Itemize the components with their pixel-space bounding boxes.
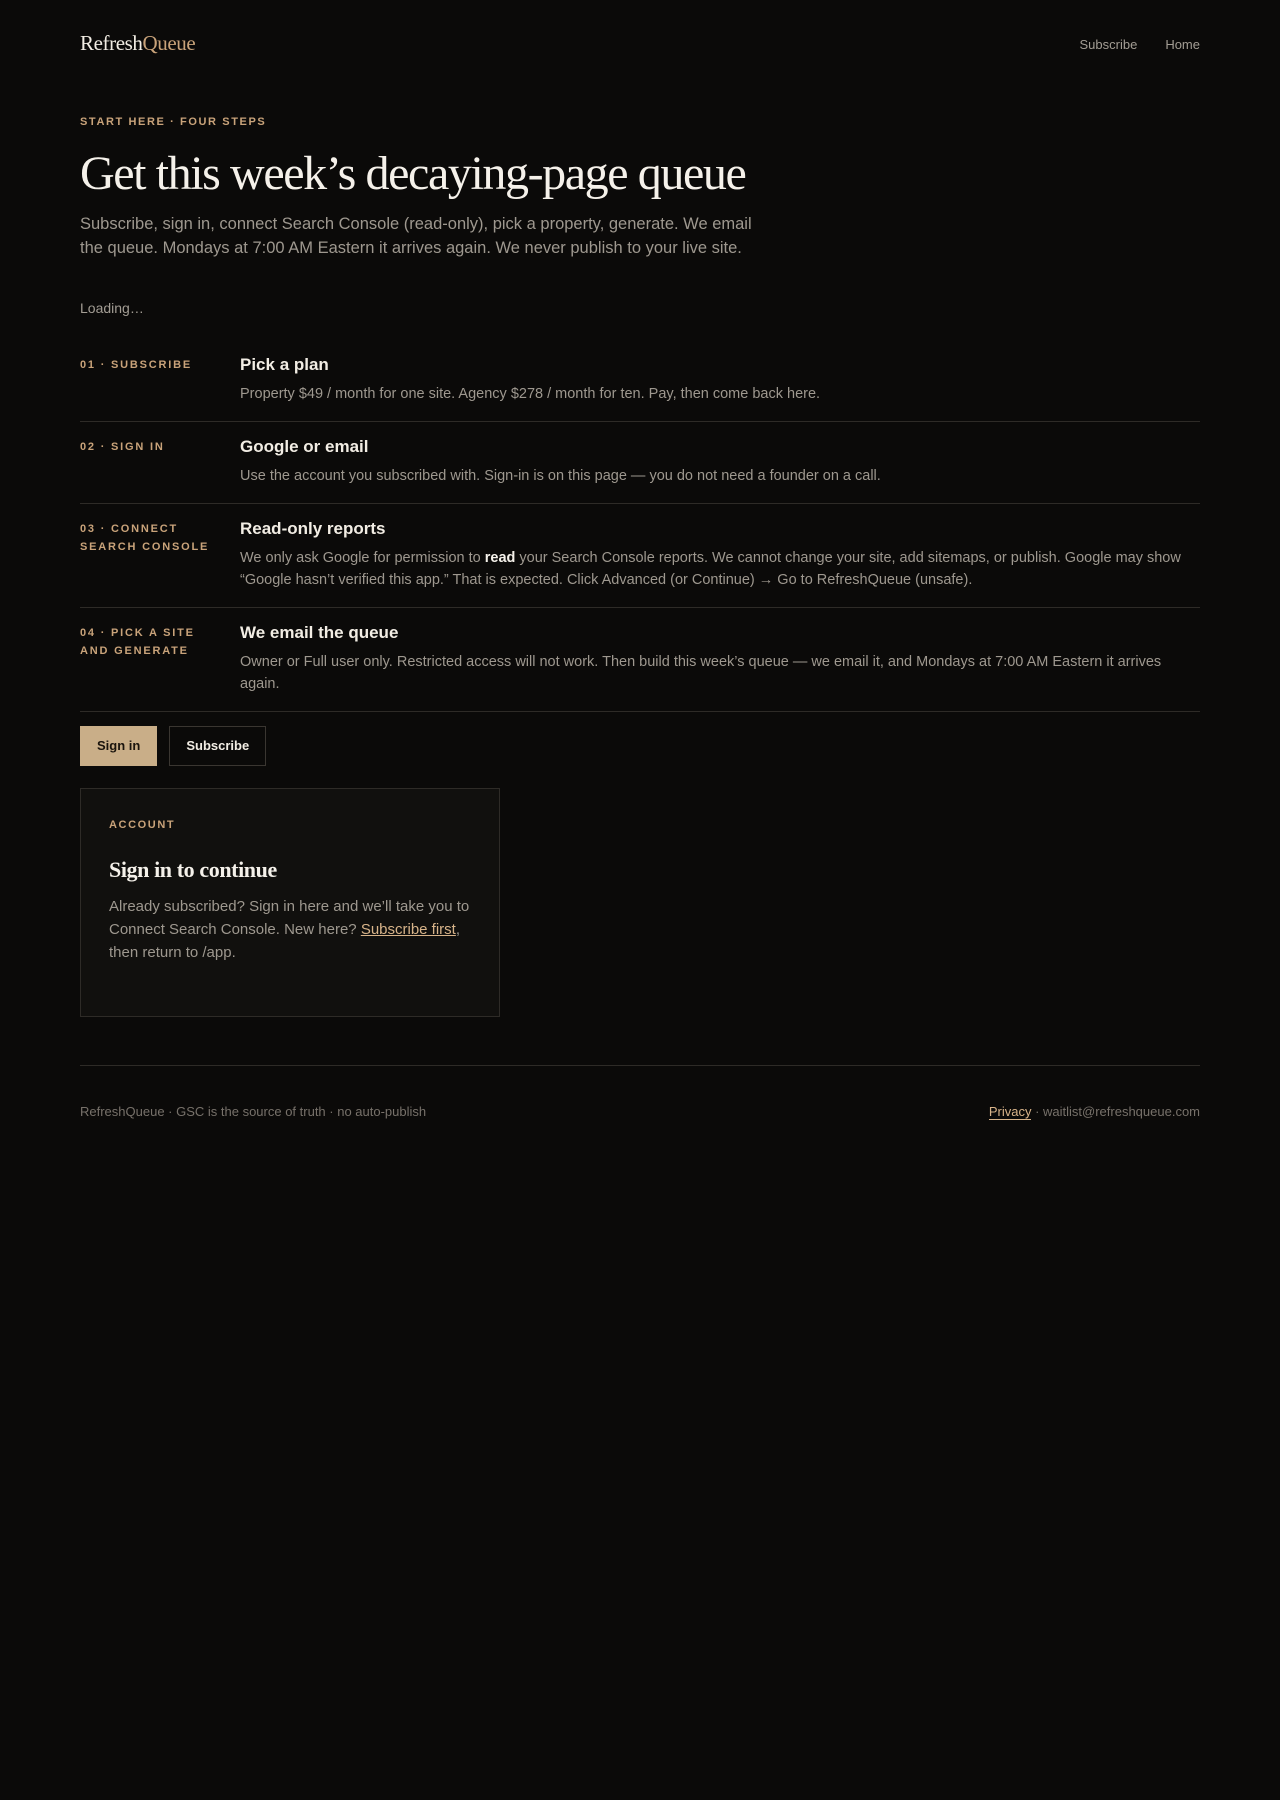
step-label	[80, 356, 220, 374]
account-card	[80, 788, 500, 1017]
footer-divider	[80, 1065, 1200, 1066]
step-description-emphasis: read	[484, 550, 516, 566]
step-pick-site-generate	[80, 608, 1200, 712]
top-nav	[1080, 37, 1201, 52]
step-label-line: 01 · SUBSCRIBE	[80, 359, 192, 371]
step-sign-in	[80, 422, 1200, 504]
account-eyebrow: ACCOUNT	[109, 819, 176, 831]
step-connect-search-console	[80, 504, 1200, 608]
logo-text-queue: Queue	[142, 31, 196, 55]
hero-subtitle: Subscribe, sign in, connect Search Console (read-only), pick a property, generate. We email the queue. Mondays at 7:00 AM Eastern it arrives again. We never publish to your live site.	[80, 215, 752, 257]
footer-links	[989, 1104, 1200, 1119]
account-text-part: , then return to /app.	[109, 921, 461, 961]
nav-link-home[interactable]: Home	[1165, 37, 1200, 52]
step-body	[240, 504, 1200, 607]
step-subscribe	[80, 340, 1200, 422]
account-text-part: Already subscribed? Sign in here and we’ll take you to Connect Search Console. New here?	[109, 898, 470, 938]
step-title: Read-only reports	[240, 519, 386, 538]
logo-text-refresh: Refresh	[80, 31, 143, 55]
step-description: Owner or Full user only. Restricted access will not work. Then build this week’s queue — we email it, and Mondays at 7:00 AM Eastern it arrives again.	[240, 654, 1162, 692]
step-description: Property $49 / month for one site. Agency $278 / month for ten. Pay, then come back here.	[240, 386, 821, 402]
step-description: Use the account you subscribed with. Sign-in is on this page — you do not need a founder on a call.	[240, 468, 881, 484]
step-title: We email the queue	[240, 623, 399, 642]
step-description	[240, 547, 1200, 591]
step-label	[80, 438, 220, 456]
privacy-link[interactable]: Privacy	[988, 1104, 1032, 1119]
account-title: Sign in to continue	[109, 857, 277, 882]
loading-status: Loading…	[80, 300, 144, 316]
logo[interactable]	[80, 30, 195, 56]
step-body	[240, 422, 1200, 503]
step-label-line: AND GENERATE	[80, 645, 189, 657]
step-description-text: We only ask Google for permission to	[240, 550, 485, 566]
step-title: Pick a plan	[240, 355, 329, 374]
subscribe-button[interactable]: Subscribe	[169, 726, 266, 766]
step-description-text: your Search Console reports. We cannot change your site, add sitemaps, or publish. Google may show “Google hasn’t verified this app.” That is expected. Click Advanced (or Continue) → Go to RefreshQueue (unsafe).	[240, 550, 1181, 588]
footer-tagline: RefreshQueue · GSC is the source of truth · no auto-publish	[80, 1104, 427, 1119]
step-label-line: 02 · SIGN IN	[80, 441, 165, 453]
step-body	[240, 340, 1200, 421]
page-title: Get this week’s decaying-page queue	[80, 147, 746, 200]
hero-eyebrow: START HERE · FOUR STEPS	[80, 116, 267, 128]
step-label-line: 03 · CONNECT	[80, 523, 178, 535]
action-buttons	[80, 726, 266, 766]
nav-link-subscribe[interactable]: Subscribe	[1079, 37, 1138, 52]
step-title: Google or email	[240, 437, 369, 456]
step-label-line: SEARCH CONSOLE	[80, 541, 210, 553]
subscribe-first-link[interactable]: Subscribe first	[360, 921, 456, 938]
step-label	[80, 520, 220, 556]
site-header	[80, 30, 1200, 60]
step-body	[240, 608, 1200, 711]
step-label	[80, 624, 220, 660]
sign-in-button[interactable]: Sign in	[80, 726, 157, 766]
footer-separator: ·	[1031, 1104, 1044, 1119]
step-label-line: 04 · PICK A SITE	[80, 627, 195, 639]
steps-list	[80, 340, 1200, 712]
footer-email: waitlist@refreshqueue.com	[1043, 1104, 1200, 1119]
account-text	[109, 895, 471, 964]
